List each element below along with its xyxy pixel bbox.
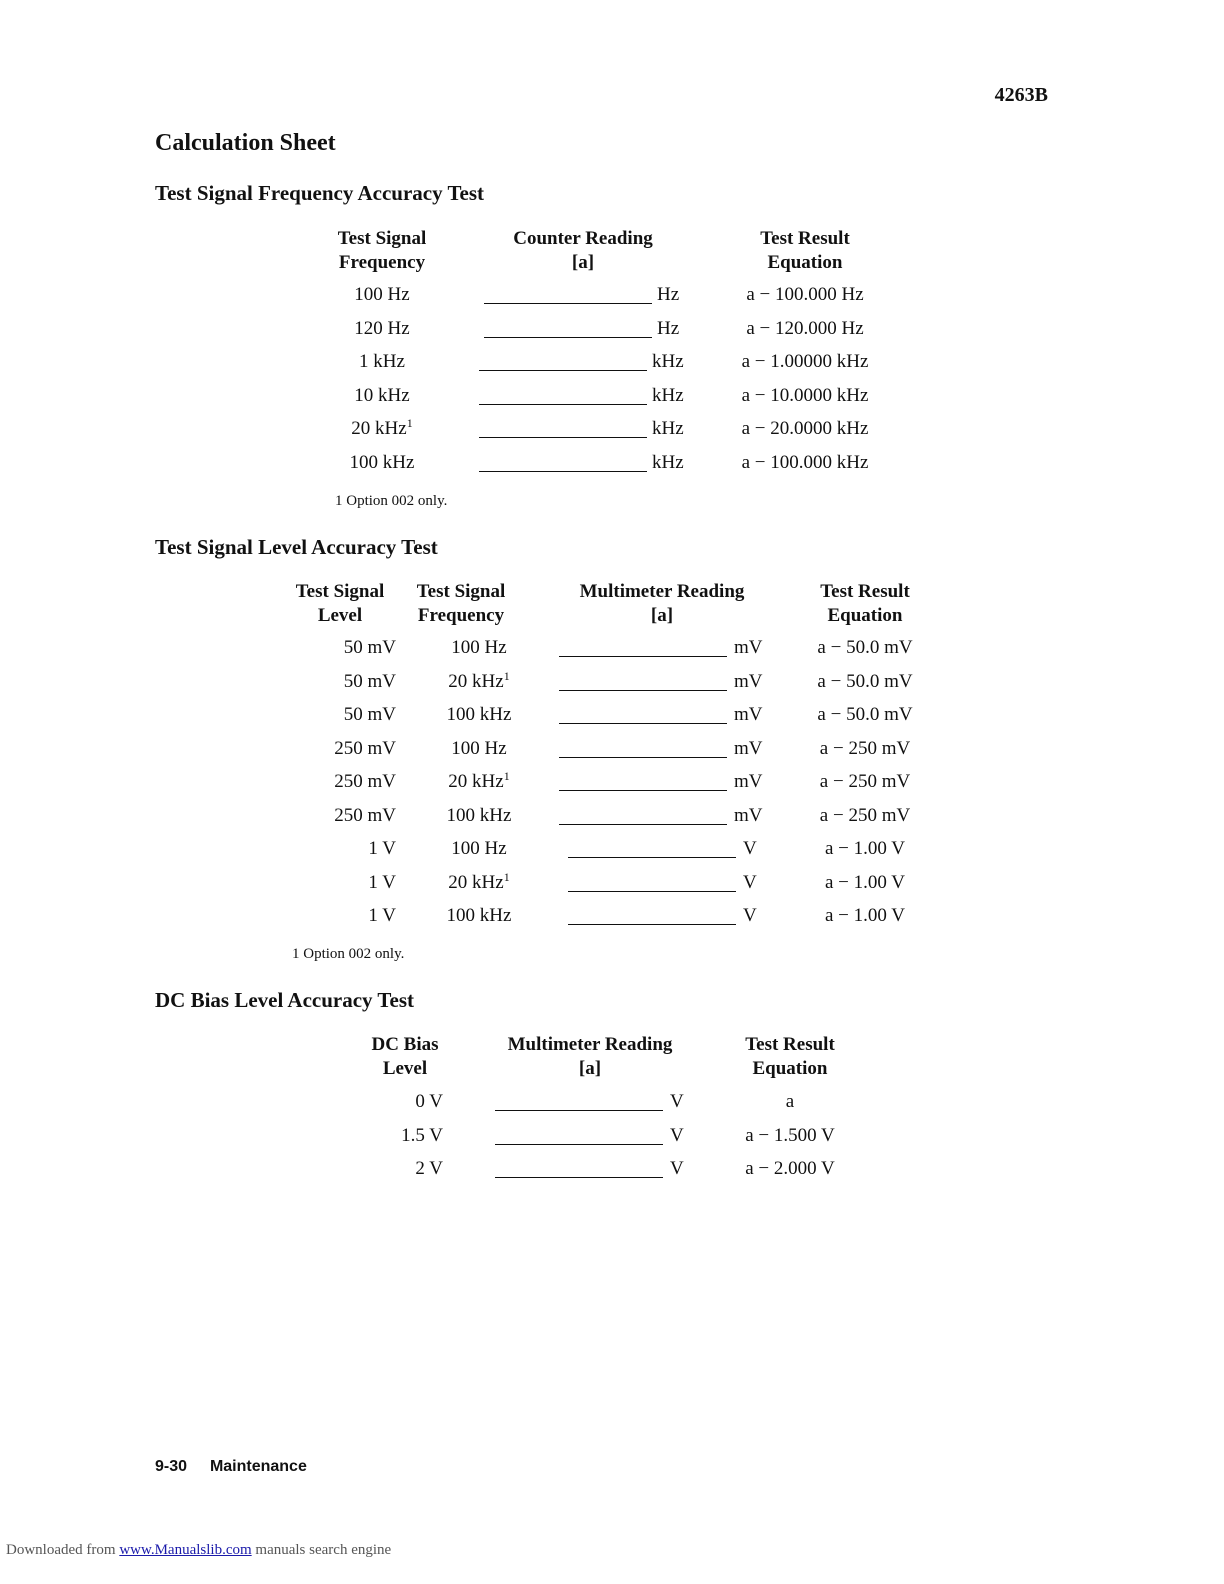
result-equation: a (785, 1091, 795, 1112)
freq-cell (410, 871, 548, 895)
dc-test-title: DC Bias Level Accuracy Test (155, 988, 414, 1012)
reading-blank[interactable] (559, 757, 727, 758)
unit-label: V (670, 1091, 684, 1112)
result-equation: a − 50.0 mV (817, 670, 913, 692)
freq-col-header-equation: Test Result Equation (760, 228, 850, 273)
reading-blank[interactable] (484, 337, 652, 338)
reading-blank[interactable] (559, 723, 727, 724)
level-cell: 1 V (368, 838, 396, 859)
level-test-title: Test Signal Level Accuracy Test (155, 535, 438, 559)
reading-blank[interactable] (559, 690, 727, 691)
manualslib-link[interactable]: www.Manualslib.com (119, 1542, 252, 1558)
result-equation: a − 250 mV (819, 737, 911, 759)
freq-cell-text: 100 kHz (446, 704, 512, 725)
unit-label: mV (734, 771, 763, 792)
freq-cell-text: 100 kHz (446, 804, 512, 826)
freq-cell (410, 670, 548, 694)
dc-level-cell: 0 V (415, 1091, 443, 1112)
freq-cell-text: 100 Hz (451, 838, 507, 859)
level-cell: 50 mV (343, 670, 396, 692)
freq-col-header-reading: Counter Reading [a] (513, 228, 653, 273)
level-cell: 50 mV (343, 704, 396, 725)
dc-col-header-reading: Multimeter Reading [a] (507, 1034, 673, 1079)
level-cell: 1 V (368, 905, 396, 926)
level-col-header-equation: Test Result Equation (820, 581, 910, 626)
unit-label: mV (734, 637, 763, 658)
dc-col-header-level: DC Bias Level (371, 1034, 439, 1079)
footnote-marker: 1 (503, 769, 510, 783)
result-equation: a − 2.000 V (745, 1158, 835, 1179)
reading-blank[interactable] (568, 857, 736, 858)
freq-cell (410, 770, 548, 794)
result-equation: a − 1.00 V (824, 905, 906, 926)
unit-label: kHz (652, 384, 684, 406)
level-cell: 250 mV (334, 737, 396, 759)
result-equation: a − 100.000 Hz (746, 284, 864, 305)
download-notice: Downloaded from www.Manualslib.com manuals search engine (6, 1542, 392, 1558)
dc-col-header-equation: Test Result Equation (745, 1034, 835, 1079)
result-equation: a − 10.0000 kHz (741, 384, 869, 406)
result-equation: a − 1.00 V (824, 838, 906, 859)
freq-cell-text: 120 Hz (354, 317, 410, 339)
unit-label: Hz (657, 284, 680, 305)
freq-cell (410, 837, 548, 861)
unit-label: V (670, 1124, 684, 1146)
freq-cell-text: 100 kHz (446, 905, 512, 926)
freq-col-header-frequency: Test Signal Frequency (337, 228, 427, 273)
result-equation: a − 20.0000 kHz (741, 418, 869, 440)
unit-label: mV (734, 704, 763, 725)
model-number: 4263B (994, 84, 1048, 106)
freq-cell (410, 636, 548, 660)
unit-label: V (743, 871, 757, 893)
freq-cell (410, 737, 548, 761)
freq-cell-text: 100 Hz (451, 737, 507, 759)
result-equation: a − 1.00 V (824, 871, 906, 893)
page-footer (155, 1458, 307, 1476)
page-number: 9-30 (155, 1458, 188, 1475)
result-equation: a − 250 mV (819, 771, 911, 792)
reading-blank[interactable] (568, 924, 736, 925)
freq-test-title: Test Signal Frequency Accuracy Test (155, 181, 485, 205)
freq-cell (302, 283, 462, 307)
reading-blank[interactable] (559, 790, 727, 791)
freq-cell-text: 100 kHz (349, 452, 415, 473)
reading-blank[interactable] (568, 891, 736, 892)
section-name: Maintenance (209, 1458, 307, 1475)
level-footnote: 1 Option 002 only. (292, 946, 405, 962)
freq-cell (410, 703, 548, 727)
reading-blank[interactable] (484, 303, 652, 304)
freq-cell (302, 350, 462, 374)
freq-cell (410, 804, 548, 828)
reading-blank[interactable] (479, 404, 647, 405)
result-equation: a − 1.00000 kHz (741, 351, 869, 373)
freq-cell-text: 20 kHz (448, 771, 504, 792)
unit-label: V (743, 905, 757, 926)
reading-blank[interactable] (479, 370, 647, 371)
freq-cell (302, 317, 462, 341)
reading-blank[interactable] (495, 1144, 663, 1145)
freq-cell-text: 100 Hz (451, 637, 507, 658)
reading-blank[interactable] (559, 656, 727, 657)
reading-blank[interactable] (495, 1110, 663, 1111)
result-equation: a − 250 mV (819, 804, 911, 826)
freq-cell (302, 417, 462, 441)
unit-label: Hz (657, 317, 680, 339)
freq-cell (410, 904, 548, 928)
unit-label: V (743, 838, 757, 859)
freq-cell-text: 10 kHz (354, 384, 410, 406)
unit-label: V (670, 1158, 684, 1179)
reading-blank[interactable] (479, 471, 647, 472)
freq-cell (302, 384, 462, 408)
freq-cell (302, 451, 462, 475)
reading-blank[interactable] (559, 824, 727, 825)
footnote-marker: 1 (503, 869, 510, 884)
unit-label: kHz (652, 452, 684, 473)
freq-cell-text: 100 Hz (354, 284, 410, 305)
unit-label: mV (734, 737, 763, 759)
level-cell: 250 mV (334, 771, 396, 792)
level-col-header-frequency: Test Signal Frequency (416, 581, 506, 626)
result-equation: a − 100.000 kHz (741, 452, 869, 473)
freq-cell-text: 20 kHz (351, 418, 407, 440)
result-equation: a − 120.000 Hz (746, 317, 864, 339)
result-equation: a − 50.0 mV (817, 637, 913, 658)
footnote-marker: 1 (503, 668, 510, 683)
unit-label: kHz (652, 418, 684, 440)
level-cell: 50 mV (343, 637, 396, 658)
unit-label: mV (734, 804, 763, 826)
freq-cell-text: 1 kHz (359, 351, 405, 373)
footnote-marker: 1 (406, 416, 413, 431)
level-cell: 250 mV (334, 804, 396, 826)
dc-level-cell: 2 V (415, 1158, 443, 1179)
level-cell: 1 V (368, 871, 396, 893)
freq-cell-text: 20 kHz (448, 670, 504, 692)
result-equation: a − 1.500 V (745, 1124, 835, 1146)
freq-footnote: 1 Option 002 only. (335, 493, 448, 509)
page-title: Calculation Sheet (155, 130, 336, 156)
unit-label: kHz (652, 351, 684, 373)
unit-label: mV (734, 670, 763, 692)
level-col-header-reading: Multimeter Reading [a] (579, 581, 745, 626)
reading-blank[interactable] (479, 437, 647, 438)
level-col-header-level: Test Signal Level (295, 581, 385, 626)
result-equation: a − 50.0 mV (817, 704, 913, 725)
dc-level-cell: 1.5 V (401, 1124, 443, 1146)
reading-blank[interactable] (495, 1177, 663, 1178)
freq-cell-text: 20 kHz (448, 871, 504, 893)
